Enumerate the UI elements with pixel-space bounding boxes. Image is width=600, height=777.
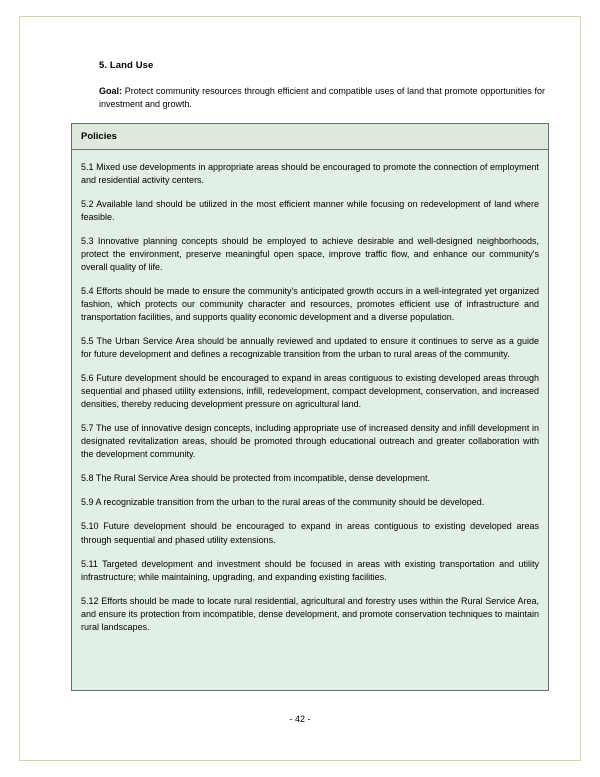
policy-item: 5.7 The use of innovative design concepts, including appropriate use of increased density and infill development in designated revitalization areas, should be promoted through educational outreach and greater collaboration with the development community. [81,423,539,460]
policy-item: 5.1 Mixed use developments in appropriate areas should be encouraged to promote the connection of employment and residential activity centers. [81,161,539,185]
policies-table-body [72,150,548,690]
policy-item: 5.4 Efforts should be made to ensure the community's anticipated growth occurs in a well-integrated yet organized fashion, which protects our community character and resources, promotes efficient use of infrastructure and transportation facilities, and supports quality economic development and a diverse population. [81,285,539,322]
policy-item: 5.11 Targeted development and investment should be focused in areas with existing transportation and utility infrastructure; while maintaining, upgrading, and expanding existing facilities. [81,558,539,582]
policies-table-header: Policies [72,124,548,150]
policies-table [71,123,549,691]
policy-item: 5.10 Future development should be encouraged to expand in areas contiguous to existing developed areas through sequential and phased utility extensions. [81,521,539,545]
goal-label: Goal: [99,86,123,96]
policy-item: 5.9 A recognizable transition from the urban to the rural areas of the community should be developed. [81,497,485,508]
goal-paragraph [99,85,545,111]
page-content [71,60,549,691]
policy-item: 5.12 Efforts should be made to locate rural residential, agricultural and forestry uses within the Rural Service Area, and ensure its protection from incompatible, dense development, and promote conservation techniques to maintain rural landscapes. [81,595,539,632]
policy-item: 5.2 Available land should be utilized in the most efficient manner while focusing on redevelopment of land where feasible. [81,198,539,222]
policy-item: 5.8 The Rural Service Area should be protected from incompatible, dense development. [81,473,431,484]
policy-item: 5.3 Innovative planning concepts should be employed to achieve desirable and well-designed neighborhoods, protect the environment, preserve meaningful open space, improve traffic flow, and enhance our community's overall quality of life. [81,235,539,272]
page-number: - 42 - [289,714,311,724]
policy-item: 5.6 Future development should be encouraged to expand in areas contiguous to existing developed areas through sequential and phased utility extensions, infill, redevelopment, compact development, conservation, and increased densities, thereby reducing development pressure on agricultural land. [81,373,539,410]
goal-text: Protect community resources through efficient and compatible uses of land that promote opportunities for investment and growth. [99,86,545,109]
section-heading: 5. Land Use [99,60,154,71]
policy-item: 5.5 The Urban Service Area should be annually reviewed and updated to ensure it continues to serve as a guide for future development and defines a recognizable transition from the urban to rural areas of the community. [81,336,539,360]
